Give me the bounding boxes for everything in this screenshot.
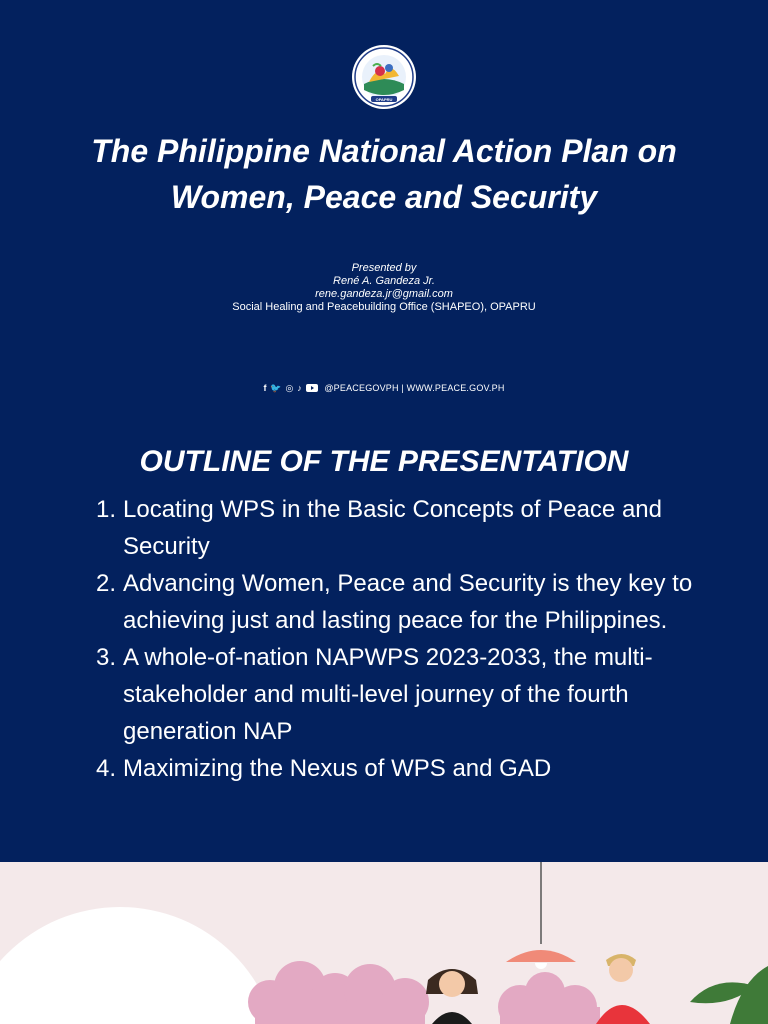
outline-item-number: 3. — [96, 644, 117, 671]
presenter-office: Social Healing and Peacebuilding Office (SHAPEO), OPAPRU — [232, 301, 536, 313]
outline-item-text: A whole-of-nation NAPWPS 2023-2033, the multi-stakeholder and multi-level journey of the fourth generation NAP — [123, 644, 653, 745]
title-line-2: Women, Peace and Security — [170, 179, 598, 215]
title-line-1: The Philippine National Action Plan on — [91, 133, 677, 169]
facebook-icon: f — [263, 383, 267, 393]
presenter-email: rene.gandeza.jr@gmail.com — [315, 288, 453, 300]
outline-item-number: 2. — [96, 570, 117, 597]
social-handle-text: @PEACEGOVPH | WWW.PEACE.GOV.PH — [324, 383, 505, 393]
outline-item-number: 4. — [96, 755, 117, 782]
outline-item — [96, 639, 696, 750]
outline-heading: OUTLINE OF THE PRESENTATION — [139, 445, 629, 478]
outline-item-text: Advancing Women, Peace and Security is they key to achieving just and lasting peace for the Philippines. — [123, 570, 693, 634]
outline-item-text: Maximizing the Nexus of WPS and GAD — [123, 755, 552, 782]
tiktok-icon: ♪ — [297, 383, 302, 393]
outline-item — [96, 491, 696, 565]
presented-by-label: Presented by — [351, 262, 417, 274]
youtube-icon — [306, 384, 318, 392]
outline-list — [96, 491, 696, 787]
instagram-icon: ◎ — [285, 383, 294, 393]
outline-item-number: 1. — [96, 496, 117, 523]
outline-item-text: Locating WPS in the Basic Concepts of Peace and Security — [123, 496, 662, 560]
social-footer — [0, 381, 768, 395]
presenter-name: René A. Gandeza Jr. — [333, 275, 435, 287]
seal-label: OPAPRU — [375, 97, 393, 102]
outline-item — [96, 565, 696, 639]
illustration-banner — [0, 862, 768, 1024]
outline-item — [96, 750, 696, 787]
opapru-seal-icon — [351, 44, 417, 110]
twitter-icon: 🐦 — [270, 383, 282, 393]
page-title — [0, 128, 768, 220]
presenter-block — [0, 262, 768, 314]
